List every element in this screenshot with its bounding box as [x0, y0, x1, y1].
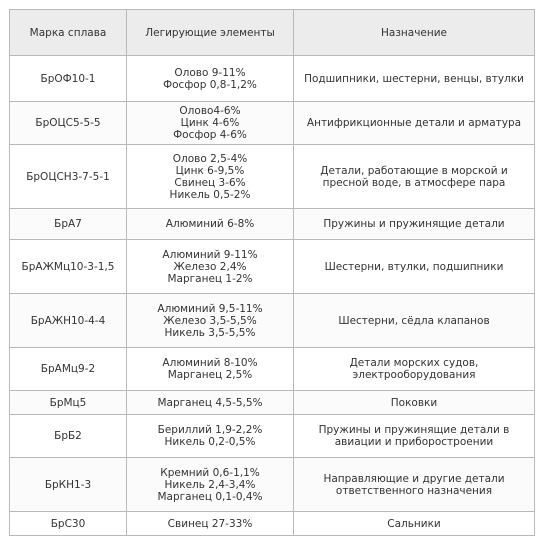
purpose-line: Детали, работающие в морской и — [320, 164, 508, 177]
element-line: Алюминий 8-10% — [162, 357, 258, 369]
header-grade: Марка сплава — [10, 10, 127, 56]
table-row — [10, 458, 535, 512]
purpose-line: Направляющие и другие детали — [323, 472, 505, 485]
table-row — [10, 240, 535, 294]
element-line: Никель 0,5-2% — [169, 188, 251, 201]
purpose-line: Подшипники, шестерни, венцы, втулки — [304, 72, 524, 85]
element-line: Фосфор 4-6% — [173, 129, 247, 141]
element-line: Цинк 4-6% — [180, 117, 240, 129]
purpose-line: Детали морских судов, — [349, 357, 479, 369]
cell-grade: БрА7 — [10, 209, 127, 240]
cell-purpose — [294, 512, 535, 536]
cell-purpose — [294, 56, 535, 102]
cell-purpose — [294, 458, 535, 512]
purpose-line: Шестерни, втулки, подшипники — [324, 260, 504, 273]
cell-purpose — [294, 240, 535, 294]
cell-purpose — [294, 102, 535, 145]
cell-elements — [127, 240, 294, 294]
table-row — [10, 209, 535, 240]
cell-grade: БрАЖМц10-3-1,5 — [10, 240, 127, 294]
element-line: Свинец 3-6% — [174, 176, 246, 189]
cell-purpose — [294, 391, 535, 415]
cell-grade: БрКН1-3 — [10, 458, 127, 512]
element-line: Никель 2,4-3,4% — [164, 478, 256, 491]
table-row — [10, 56, 535, 102]
element-line: Алюминий 9-11% — [162, 248, 258, 261]
header-row — [10, 10, 535, 56]
cell-purpose — [294, 415, 535, 458]
cell-purpose — [294, 348, 535, 391]
cell-elements — [127, 512, 294, 536]
element-line: Марганец 4,5-5,5% — [157, 396, 263, 409]
element-line: Марганец 2,5% — [167, 369, 253, 381]
purpose-line: Поковки — [390, 396, 438, 409]
cell-purpose — [294, 209, 535, 240]
purpose-line: Шестерни, сёдла клапанов — [338, 314, 490, 327]
purpose-line: авиации и приборостроении — [334, 436, 494, 448]
purpose-line: Антифрикционные детали и арматура — [306, 117, 522, 129]
table-row — [10, 391, 535, 415]
table-row — [10, 102, 535, 145]
cell-purpose — [294, 145, 535, 209]
cell-grade: БрАМц9-2 — [10, 348, 127, 391]
element-line: Алюминий 6-8% — [165, 218, 255, 230]
element-line: Цинк 6-9,5% — [175, 164, 245, 177]
table-row — [10, 294, 535, 348]
element-line: Железо 2,4% — [173, 260, 247, 273]
purpose-line: электрооборудования — [352, 369, 476, 381]
element-line: Никель 3,5-5,5% — [164, 326, 256, 339]
element-line: Олово 9-11% — [174, 66, 246, 79]
element-line: Олово 2,5-4% — [172, 152, 248, 165]
element-line: Свинец 27-33% — [167, 517, 253, 530]
header-purpose: Назначение — [294, 10, 535, 56]
cell-elements — [127, 56, 294, 102]
element-line: Железо 3,5-5,5% — [163, 314, 257, 327]
cell-purpose — [294, 294, 535, 348]
cell-elements — [127, 209, 294, 240]
cell-elements — [127, 348, 294, 391]
element-line: Бериллий 1,9-2,2% — [157, 424, 263, 436]
element-line: Алюминий 9,5-11% — [157, 302, 263, 315]
element-line: Фосфор 0,8-1,2% — [163, 78, 257, 91]
alloy-table-container — [9, 9, 535, 536]
cell-elements — [127, 391, 294, 415]
table-row — [10, 512, 535, 536]
cell-elements — [127, 145, 294, 209]
purpose-line: Пружины и пружинящие детали в — [318, 424, 510, 436]
element-line: Марганец 1-2% — [167, 272, 253, 285]
header-elements: Легирующие элементы — [127, 10, 294, 56]
cell-grade: БрОЦС5-5-5 — [10, 102, 127, 145]
purpose-line: пресной воде, в атмосфере пара — [322, 176, 506, 189]
cell-grade: БрМц5 — [10, 391, 127, 415]
table-row — [10, 415, 535, 458]
cell-elements — [127, 415, 294, 458]
table-body — [10, 56, 535, 536]
element-line: Кремний 0,6-1,1% — [160, 466, 260, 479]
cell-grade: БрАЖН10-4-4 — [10, 294, 127, 348]
cell-elements — [127, 458, 294, 512]
purpose-line: ответственного назначения — [335, 484, 493, 497]
element-line: Никель 0,2-0,5% — [164, 436, 256, 448]
cell-grade: БрОФ10-1 — [10, 56, 127, 102]
cell-grade: БрС30 — [10, 512, 127, 536]
purpose-line: Пружины и пружинящие детали — [323, 218, 505, 230]
element-line: Олово4-6% — [179, 105, 241, 117]
bronze-alloys-table — [9, 9, 535, 536]
table-row — [10, 348, 535, 391]
table-row — [10, 145, 535, 209]
cell-grade: БрБ2 — [10, 415, 127, 458]
element-line: Марганец 0,1-0,4% — [157, 490, 263, 503]
purpose-line: Сальники — [387, 517, 441, 530]
cell-grade: БрОЦСН3-7-5-1 — [10, 145, 127, 209]
cell-elements — [127, 294, 294, 348]
cell-elements — [127, 102, 294, 145]
